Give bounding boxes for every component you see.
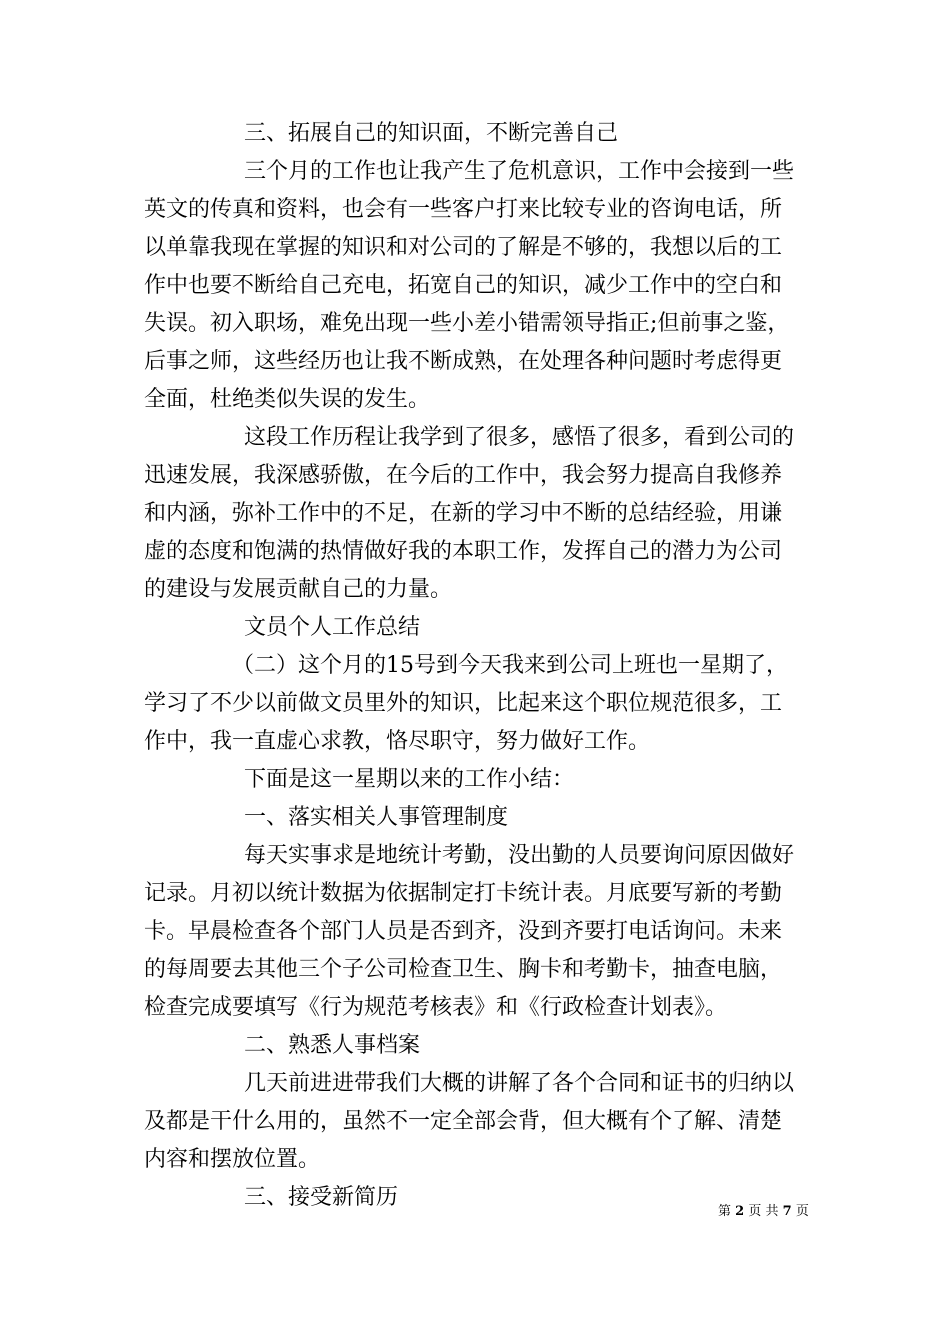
footer-middle: 页 共 (748, 1204, 779, 1219)
paragraph-line: 每天实事求是地统计考勤，没出勤的人员要询问原因做好 (244, 843, 795, 868)
paragraph-line: （二）这个月的15号到今天我来到公司上班也一星期了， (232, 653, 788, 678)
paragraph-line: 及都是干什么用的，虽然不一定全部会背，但大概有个了解、清楚 (144, 1109, 783, 1134)
paragraph-line: 这段工作历程让我学到了很多，感悟了很多，看到公司的 (244, 425, 795, 450)
paragraph-line: 作中也要不断给自己充电，拓宽自己的知识，减少工作中的空白和 (144, 273, 783, 298)
heading-personnel-system: 一、落实相关人事管理制度 (244, 805, 509, 830)
paragraph-line: 以单靠我现在掌握的知识和对公司的了解是不够的，我想以后的工 (144, 235, 783, 260)
paragraph-line: 作中，我一直虚心求教，恪尽职守，努力做好工作。 (144, 729, 651, 754)
paragraph-line: 卡。早晨检查各个部门人员是否到齐，没到齐要打电话询问。未来 (144, 919, 783, 944)
paragraph-line: 的建设与发展贡献自己的力量。 (144, 577, 453, 602)
section-title: 文员个人工作总结 (244, 615, 421, 640)
paragraph-line: 全面，杜绝类似失误的发生。 (144, 387, 431, 412)
paragraph-line: 几天前进进带我们大概的讲解了各个合同和证书的归纳以 (244, 1071, 795, 1096)
heading-expand-knowledge: 三、拓展自己的知识面，不断完善自己 (244, 121, 619, 146)
paragraph-line: 虚的态度和饱满的热情做好我的本职工作，发挥自己的潜力为公司 (144, 539, 783, 564)
total-page-number: 7 (782, 1204, 792, 1219)
paragraph-line: 迅速发展，我深感骄傲，在今后的工作中，我会努力提高自我修养 (144, 463, 783, 488)
paragraph-line: 三个月的工作也让我产生了危机意识，工作中会接到一些 (244, 159, 795, 184)
heading-personnel-files: 二、熟悉人事档案 (244, 1033, 421, 1058)
paragraph-line: 记录。月初以统计数据为依据制定打卡统计表。月底要写新的考勤 (144, 881, 783, 906)
paragraph-line: 学习了不少以前做文员里外的知识，比起来这个职位规范很多，工 (144, 691, 783, 716)
paragraph-line: 后事之师，这些经历也让我不断成熟，在处理各种问题时考虑得更 (144, 349, 783, 374)
paragraph-line: 英文的传真和资料，也会有一些客户打来比较专业的咨询电话，所 (144, 197, 783, 222)
footer-prefix: 第 (718, 1204, 732, 1219)
paragraph-line: 内容和摆放位置。 (144, 1147, 321, 1172)
paragraph-line: 和内涵，弥补工作中的不足，在新的学习中不断的总结经验，用谦 (144, 501, 783, 526)
paragraph-line: 失误。初入职场，难免出现一些小差小错需领导指正;但前事之鉴， (144, 311, 790, 336)
page-number-footer (718, 1202, 809, 1222)
paragraph-line: 的每周要去其他三个子公司检查卫生、胸卡和考勤卡，抽查电脑， (144, 957, 783, 982)
current-page-number: 2 (735, 1204, 745, 1219)
paragraph-line: 检查完成要填写《行为规范考核表》和《行政检查计划表》。 (144, 995, 728, 1020)
footer-suffix: 页 (795, 1204, 809, 1219)
heading-new-resumes: 三、接受新简历 (244, 1185, 399, 1210)
paragraph-line: 下面是这一星期以来的工作小结： (244, 767, 575, 792)
